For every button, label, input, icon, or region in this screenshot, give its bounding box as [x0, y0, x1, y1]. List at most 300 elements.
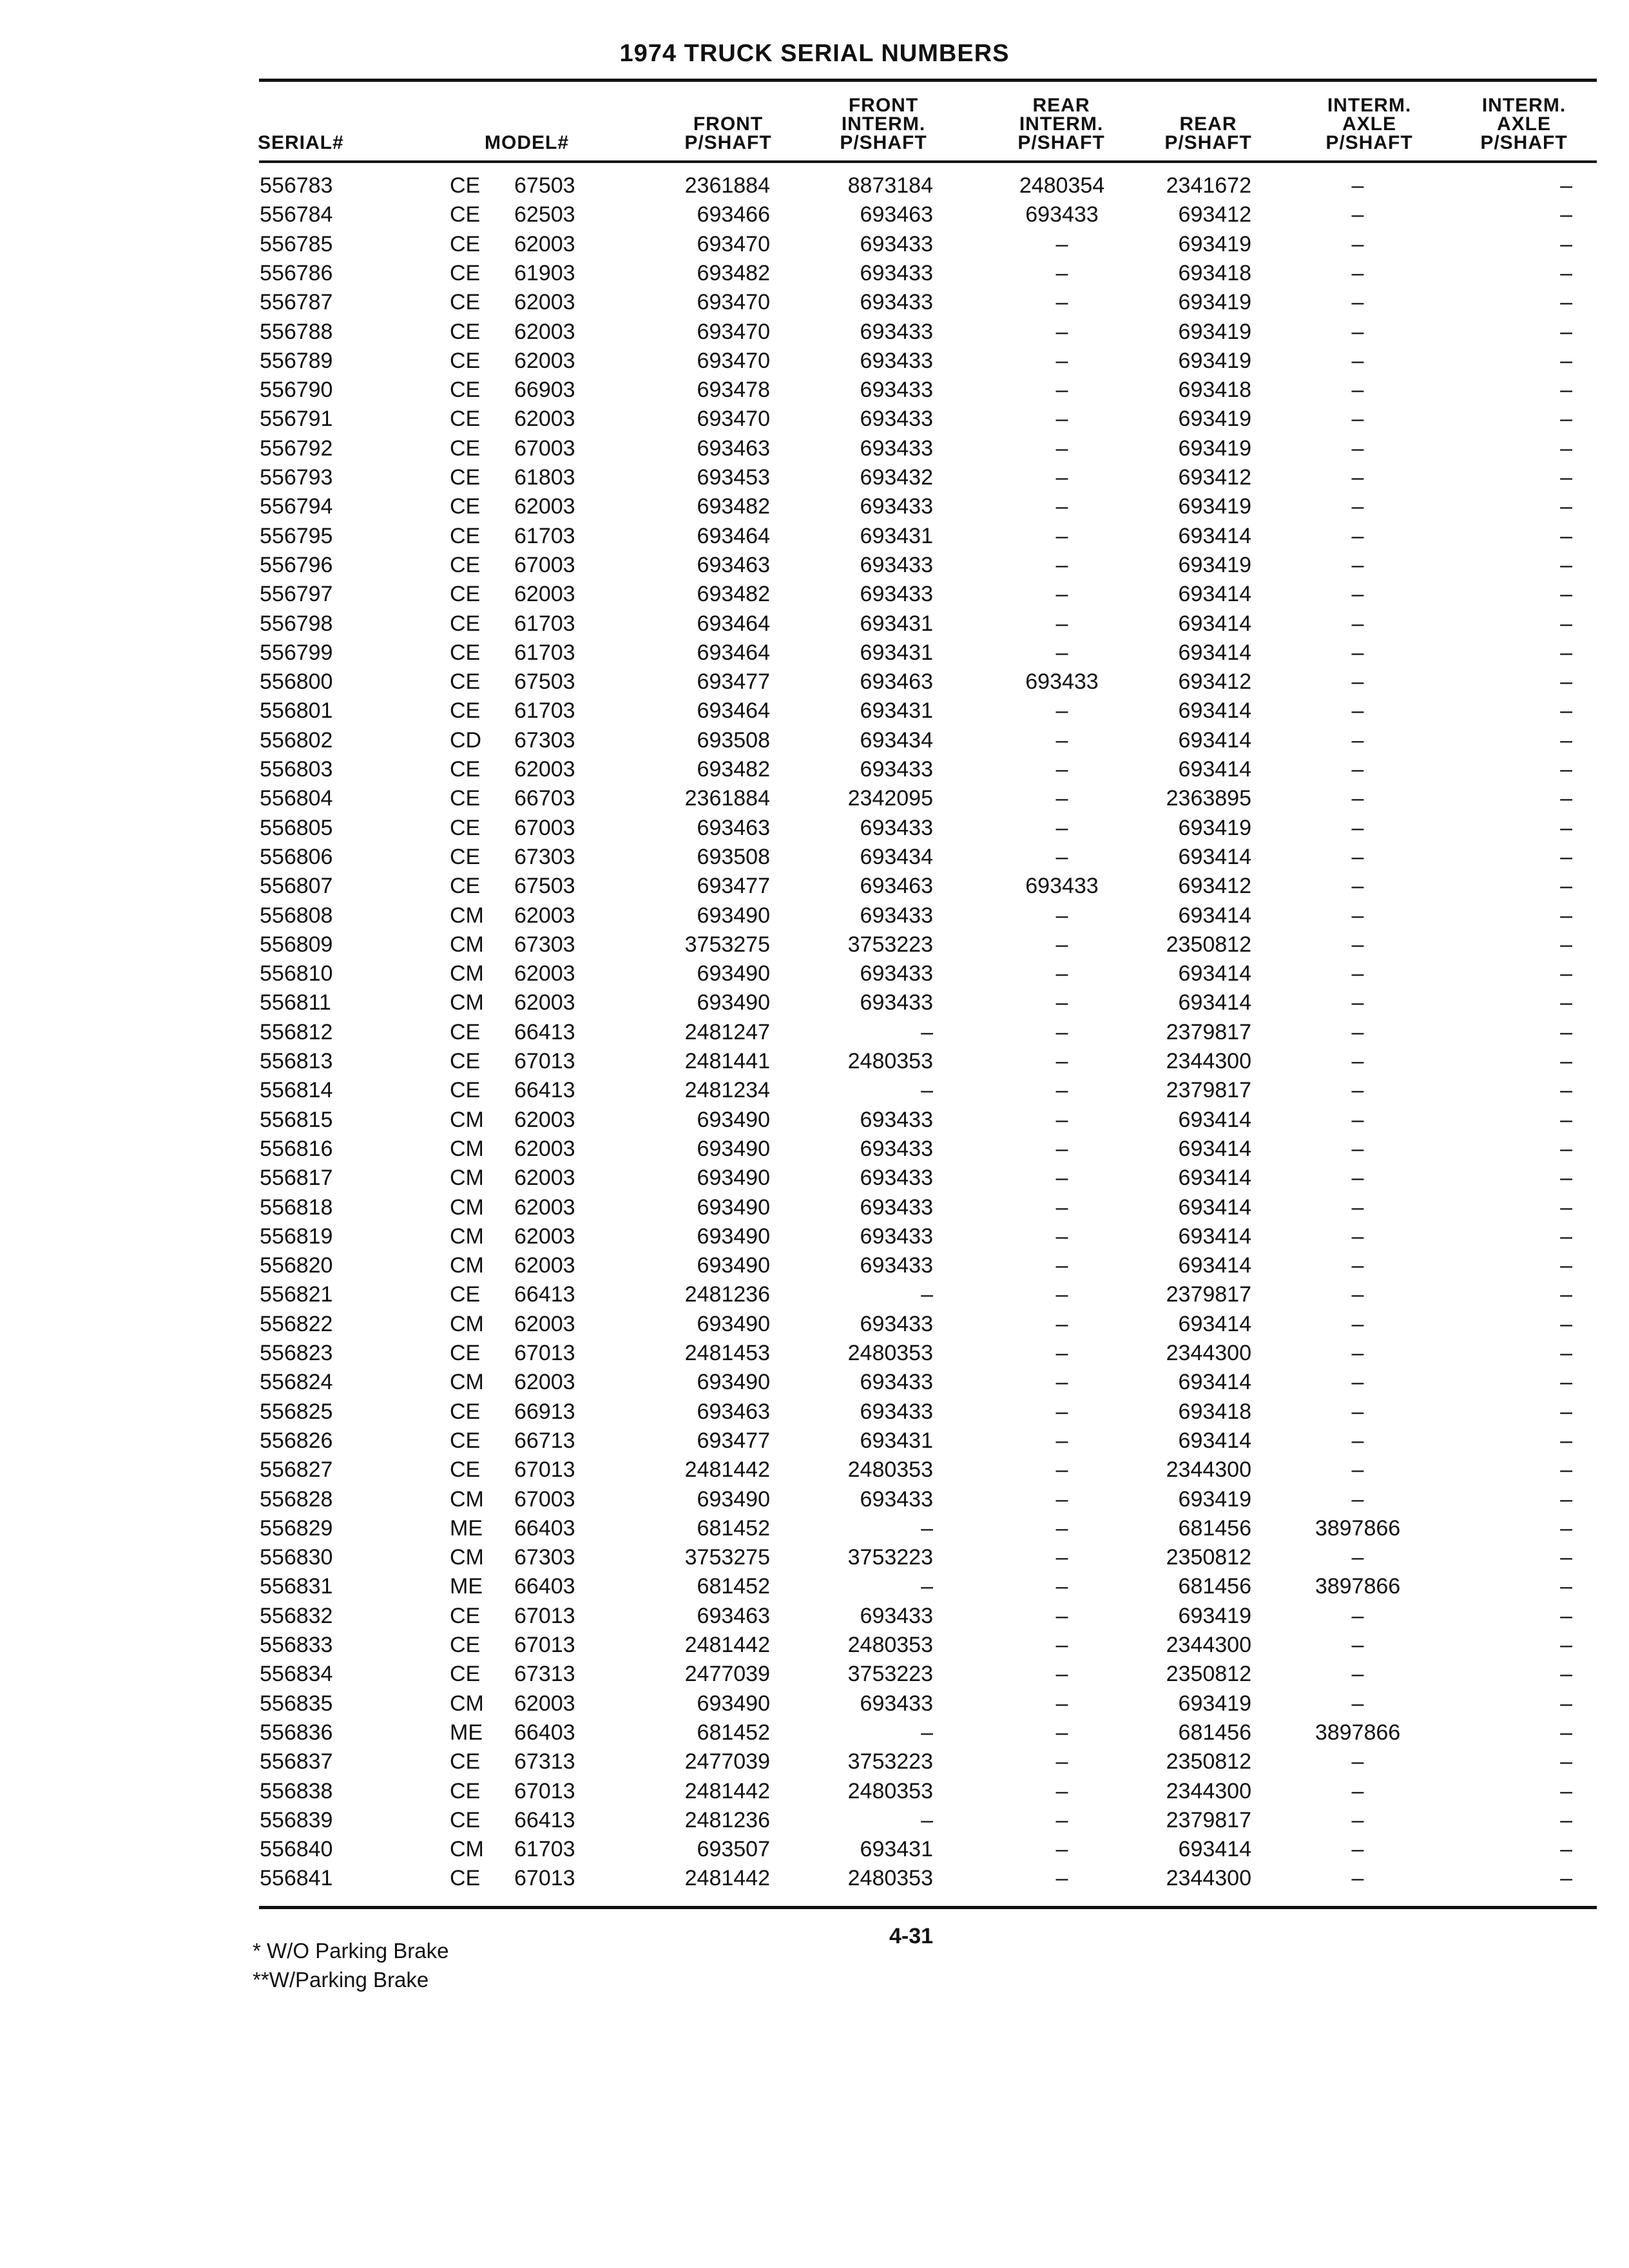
serial-cell: 556817: [260, 1166, 333, 1191]
rear-interm-pshaft-cell: –: [1055, 1720, 1068, 1745]
rear-interm-pshaft-cell: –: [1055, 1837, 1068, 1862]
rear-pshaft-cell: 693414: [1178, 698, 1251, 724]
page-title: 1974 TRUCK SERIAL NUMBERS: [619, 40, 1010, 67]
table-row: [0, 1076, 1629, 1105]
rear-pshaft-cell: 693414: [1178, 1428, 1251, 1453]
table-row: [0, 1368, 1629, 1397]
model-prefix-cell: CE: [450, 669, 481, 695]
interm-axle-pshaft-1-cell: –: [1351, 1078, 1364, 1103]
interm-axle-pshaft-1-cell: –: [1351, 231, 1364, 256]
model-number-cell: 67303: [514, 844, 575, 869]
interm-axle-pshaft-1-cell: –: [1351, 874, 1364, 899]
table-row: [0, 726, 1629, 755]
interm-axle-pshaft-1-cell: –: [1351, 727, 1364, 753]
front-interm-pshaft-cell: 2480353: [847, 1341, 933, 1365]
rear-pshaft-cell: 693419: [1178, 231, 1251, 256]
model-number-cell: 66913: [514, 1399, 575, 1424]
interm-axle-pshaft-1-cell: 3897866: [1315, 1515, 1401, 1541]
rear-pshaft-cell: 2350812: [1166, 1545, 1251, 1570]
rear-interm-pshaft-cell: –: [1055, 1224, 1068, 1249]
table-row: [0, 1280, 1629, 1309]
front-pshaft-cell: 693470: [697, 348, 770, 373]
interm-axle-pshaft-1-cell: –: [1351, 1049, 1364, 1073]
model-number-cell: 62003: [514, 290, 575, 315]
interm-axle-pshaft-1-cell: –: [1351, 407, 1364, 432]
rear-pshaft-cell: 693414: [1178, 582, 1251, 607]
interm-axle-pshaft-1-cell: –: [1351, 1341, 1364, 1365]
interm-axle-pshaft-2-cell: –: [1560, 1224, 1572, 1249]
front-pshaft-cell: 2481442: [684, 1457, 770, 1483]
table-row: [0, 1047, 1629, 1076]
rear-interm-pshaft-cell: –: [1055, 1399, 1068, 1424]
interm-axle-pshaft-2-cell: –: [1560, 202, 1572, 227]
serial-cell: 556801: [260, 698, 333, 724]
rear-interm-pshaft-cell: 2480354: [1019, 173, 1105, 198]
rear-pshaft-cell: 693414: [1178, 903, 1251, 928]
footnotes: [253, 1936, 448, 1994]
model-prefix-cell: CM: [450, 1166, 484, 1191]
model-number-cell: 67013: [514, 1866, 575, 1891]
rear-pshaft-cell: 693419: [1178, 407, 1251, 432]
interm-axle-pshaft-2-cell: –: [1560, 1019, 1572, 1044]
front-interm-pshaft-cell: –: [921, 1720, 933, 1745]
interm-axle-pshaft-2-cell: –: [1560, 903, 1572, 928]
header-rear-interm-pshaft: REAR INTERM. P/SHAFT: [1017, 95, 1105, 153]
interm-axle-pshaft-2-cell: –: [1560, 990, 1572, 1015]
model-prefix-cell: CM: [450, 1370, 484, 1395]
table-row: [0, 814, 1629, 843]
interm-axle-pshaft-2-cell: –: [1560, 1282, 1572, 1307]
model-number-cell: 62003: [514, 1253, 575, 1278]
table-row: [0, 318, 1629, 347]
rear-interm-pshaft-cell: –: [1055, 1107, 1068, 1132]
model-number-cell: 67013: [514, 1457, 575, 1483]
rear-pshaft-cell: 693419: [1178, 815, 1251, 840]
interm-axle-pshaft-2-cell: –: [1560, 1807, 1572, 1832]
rear-interm-pshaft-cell: –: [1055, 319, 1068, 344]
table-row: [0, 668, 1629, 697]
rear-interm-pshaft-cell: –: [1055, 1807, 1068, 1832]
rear-pshaft-cell: 2344300: [1166, 1341, 1251, 1365]
model-number-cell: 62003: [514, 757, 575, 782]
front-pshaft-cell: 681452: [697, 1720, 770, 1745]
table-row: [0, 405, 1629, 434]
front-pshaft-cell: 2481236: [684, 1807, 770, 1832]
rear-interm-pshaft-cell: –: [1055, 290, 1068, 315]
serial-cell: 556813: [260, 1049, 333, 1073]
table-row: [0, 1835, 1629, 1864]
rear-interm-pshaft-cell: –: [1055, 378, 1068, 403]
front-interm-pshaft-cell: 693433: [860, 1107, 933, 1132]
model-prefix-cell: CE: [450, 815, 481, 840]
serial-cell: 556832: [260, 1603, 333, 1628]
rear-pshaft-cell: 2379817: [1166, 1282, 1251, 1307]
rear-pshaft-cell: 693414: [1178, 1224, 1251, 1249]
front-interm-pshaft-cell: 2480353: [847, 1049, 933, 1073]
serial-cell: 556814: [260, 1078, 333, 1103]
rear-pshaft-cell: 693412: [1178, 874, 1251, 899]
rear-interm-pshaft-cell: –: [1055, 465, 1068, 490]
interm-axle-pshaft-2-cell: –: [1560, 757, 1572, 782]
model-prefix-cell: CM: [450, 961, 484, 986]
front-pshaft-cell: 693490: [697, 1311, 770, 1336]
model-prefix-cell: CM: [450, 1311, 484, 1336]
model-prefix-cell: CE: [450, 378, 481, 403]
model-prefix-cell: CM: [450, 1224, 484, 1249]
model-number-cell: 62003: [514, 1224, 575, 1249]
model-prefix-cell: CE: [450, 494, 481, 519]
front-pshaft-cell: 693482: [697, 494, 770, 519]
model-prefix-cell: CM: [450, 1253, 484, 1278]
model-number-cell: 62503: [514, 202, 575, 227]
interm-axle-pshaft-2-cell: –: [1560, 1574, 1572, 1599]
model-prefix-cell: CE: [450, 844, 481, 869]
serial-cell: 556835: [260, 1691, 333, 1716]
front-interm-pshaft-cell: 3753223: [847, 932, 933, 957]
interm-axle-pshaft-2-cell: –: [1560, 815, 1572, 840]
table-row: [0, 288, 1629, 317]
front-interm-pshaft-cell: 3753223: [847, 1545, 933, 1570]
footnote-with-parking-brake: **W/Parking Brake: [253, 1968, 429, 1992]
interm-axle-pshaft-1-cell: –: [1351, 1166, 1364, 1191]
serial-cell: 556786: [260, 260, 333, 285]
table-row: [0, 901, 1629, 930]
model-prefix-cell: CE: [450, 231, 481, 256]
rear-pshaft-cell: 693414: [1178, 640, 1251, 665]
table-row: [0, 376, 1629, 405]
model-number-cell: 67303: [514, 1545, 575, 1570]
model-prefix-cell: CE: [450, 1807, 481, 1832]
rear-pshaft-cell: 693414: [1178, 1107, 1251, 1132]
serial-cell: 556794: [260, 494, 333, 519]
interm-axle-pshaft-1-cell: –: [1351, 1311, 1364, 1336]
rear-interm-pshaft-cell: –: [1055, 231, 1068, 256]
front-pshaft-cell: 693508: [697, 844, 770, 869]
interm-axle-pshaft-2-cell: –: [1560, 523, 1572, 548]
table-row: [0, 1864, 1629, 1893]
rear-pshaft-cell: 2344300: [1166, 1633, 1251, 1657]
model-number-cell: 67013: [514, 1341, 575, 1365]
interm-axle-pshaft-2-cell: –: [1560, 552, 1572, 577]
interm-axle-pshaft-1-cell: –: [1351, 1749, 1364, 1774]
interm-axle-pshaft-1-cell: –: [1351, 582, 1364, 607]
rear-interm-pshaft-cell: –: [1055, 494, 1068, 519]
model-number-cell: 67503: [514, 669, 575, 695]
serial-cell: 556783: [260, 173, 333, 198]
front-pshaft-cell: 693490: [697, 1486, 770, 1512]
interm-axle-pshaft-2-cell: –: [1560, 1049, 1572, 1073]
interm-axle-pshaft-2-cell: –: [1560, 1778, 1572, 1803]
model-number-cell: 67303: [514, 727, 575, 753]
interm-axle-pshaft-2-cell: –: [1560, 1136, 1572, 1161]
serial-cell: 556807: [260, 874, 333, 899]
rear-interm-pshaft-cell: –: [1055, 1545, 1068, 1570]
model-prefix-cell: CE: [450, 582, 481, 607]
model-prefix-cell: CM: [450, 1195, 484, 1220]
interm-axle-pshaft-2-cell: –: [1560, 640, 1572, 665]
rear-pshaft-cell: 693414: [1178, 611, 1251, 636]
serial-cell: 556819: [260, 1224, 333, 1249]
interm-axle-pshaft-1-cell: –: [1351, 1633, 1364, 1657]
model-number-cell: 61703: [514, 523, 575, 548]
interm-axle-pshaft-1-cell: –: [1351, 378, 1364, 403]
interm-axle-pshaft-2-cell: –: [1560, 844, 1572, 869]
table-row: [0, 200, 1629, 229]
interm-axle-pshaft-1-cell: 3897866: [1315, 1720, 1401, 1745]
model-number-cell: 66413: [514, 1019, 575, 1044]
rear-interm-pshaft-cell: –: [1055, 1749, 1068, 1774]
interm-axle-pshaft-2-cell: –: [1560, 1457, 1572, 1483]
table-row: [0, 1310, 1629, 1339]
front-pshaft-cell: 693477: [697, 1428, 770, 1453]
rear-interm-pshaft-cell: –: [1055, 1486, 1068, 1512]
front-interm-pshaft-cell: 693434: [860, 844, 933, 869]
interm-axle-pshaft-2-cell: –: [1560, 698, 1572, 724]
serial-cell: 556788: [260, 319, 333, 344]
rear-pshaft-cell: 693414: [1178, 844, 1251, 869]
table-row: [0, 1164, 1629, 1193]
model-number-cell: 67003: [514, 436, 575, 461]
rear-pshaft-cell: 681456: [1178, 1515, 1251, 1541]
table-row: [0, 522, 1629, 551]
rear-pshaft-cell: 693414: [1178, 1253, 1251, 1278]
model-prefix-cell: CE: [450, 1078, 481, 1103]
interm-axle-pshaft-2-cell: –: [1560, 290, 1572, 315]
interm-axle-pshaft-2-cell: –: [1560, 494, 1572, 519]
rear-interm-pshaft-cell: –: [1055, 990, 1068, 1015]
model-prefix-cell: CM: [450, 1691, 484, 1716]
interm-axle-pshaft-1-cell: –: [1351, 465, 1364, 490]
table-row: [0, 1251, 1629, 1280]
front-interm-pshaft-cell: 693433: [860, 1370, 933, 1395]
front-pshaft-cell: 693508: [697, 727, 770, 753]
table-row: [0, 434, 1629, 463]
interm-axle-pshaft-1-cell: –: [1351, 436, 1364, 461]
interm-axle-pshaft-1-cell: –: [1351, 815, 1364, 840]
interm-axle-pshaft-2-cell: –: [1560, 1837, 1572, 1862]
serial-cell: 556805: [260, 815, 333, 840]
model-prefix-cell: CE: [450, 407, 481, 432]
table-row: [0, 1018, 1629, 1047]
interm-axle-pshaft-1-cell: –: [1351, 1107, 1364, 1132]
model-number-cell: 66713: [514, 1428, 575, 1453]
rear-pshaft-cell: 693418: [1178, 1399, 1251, 1424]
front-interm-pshaft-cell: 693433: [860, 378, 933, 403]
serial-cell: 556820: [260, 1253, 333, 1278]
interm-axle-pshaft-1-cell: –: [1351, 640, 1364, 665]
front-pshaft-cell: 693478: [697, 378, 770, 403]
model-prefix-cell: CE: [450, 1662, 481, 1687]
front-interm-pshaft-cell: –: [921, 1574, 933, 1599]
model-prefix-cell: CE: [450, 1399, 481, 1424]
rear-interm-pshaft-cell: –: [1055, 844, 1068, 869]
model-number-cell: 66403: [514, 1515, 575, 1541]
serial-cell: 556822: [260, 1311, 333, 1336]
rear-interm-pshaft-cell: –: [1055, 1515, 1068, 1541]
front-pshaft-cell: 2481453: [684, 1341, 770, 1365]
model-number-cell: 67013: [514, 1778, 575, 1803]
table-row: [0, 1106, 1629, 1135]
table-row: [0, 1222, 1629, 1251]
header-serial: SERIAL#: [258, 132, 344, 153]
interm-axle-pshaft-2-cell: –: [1560, 1078, 1572, 1103]
model-number-cell: 66403: [514, 1574, 575, 1599]
interm-axle-pshaft-2-cell: –: [1560, 1107, 1572, 1132]
interm-axle-pshaft-1-cell: –: [1351, 290, 1364, 315]
interm-axle-pshaft-2-cell: –: [1560, 348, 1572, 373]
interm-axle-pshaft-2-cell: –: [1560, 1370, 1572, 1395]
table-row: [0, 755, 1629, 784]
model-number-cell: 62003: [514, 1370, 575, 1395]
front-interm-pshaft-cell: 693433: [860, 1311, 933, 1336]
rear-interm-pshaft-cell: –: [1055, 1691, 1068, 1716]
interm-axle-pshaft-2-cell: –: [1560, 1166, 1572, 1191]
serial-cell: 556787: [260, 290, 333, 315]
interm-axle-pshaft-2-cell: –: [1560, 1662, 1572, 1687]
interm-axle-pshaft-2-cell: –: [1560, 1399, 1572, 1424]
serial-cell: 556789: [260, 348, 333, 373]
rear-interm-pshaft-cell: –: [1055, 727, 1068, 753]
interm-axle-pshaft-2-cell: –: [1560, 260, 1572, 285]
model-number-cell: 67003: [514, 815, 575, 840]
front-pshaft-cell: 693490: [697, 1107, 770, 1132]
front-interm-pshaft-cell: 693431: [860, 1837, 933, 1862]
front-pshaft-cell: 693490: [697, 1195, 770, 1220]
interm-axle-pshaft-2-cell: –: [1560, 1311, 1572, 1336]
rear-pshaft-cell: 2379817: [1166, 1019, 1251, 1044]
interm-axle-pshaft-1-cell: –: [1351, 961, 1364, 986]
table-row: [0, 1485, 1629, 1514]
table-row: [0, 580, 1629, 609]
interm-axle-pshaft-2-cell: –: [1560, 1691, 1572, 1716]
model-prefix-cell: CE: [450, 173, 481, 198]
front-pshaft-cell: 3753275: [684, 1545, 770, 1570]
front-pshaft-cell: 693466: [697, 202, 770, 227]
model-prefix-cell: CE: [450, 1778, 481, 1803]
interm-axle-pshaft-2-cell: –: [1560, 1603, 1572, 1628]
table-row: [0, 1602, 1629, 1631]
rear-interm-pshaft-cell: –: [1055, 1428, 1068, 1453]
model-prefix-cell: CE: [450, 1282, 481, 1307]
model-prefix-cell: CE: [450, 523, 481, 548]
model-prefix-cell: CE: [450, 436, 481, 461]
interm-axle-pshaft-1-cell: –: [1351, 1603, 1364, 1628]
interm-axle-pshaft-1-cell: –: [1351, 1457, 1364, 1483]
front-interm-pshaft-cell: 693433: [860, 1691, 933, 1716]
model-number-cell: 67313: [514, 1662, 575, 1687]
header-front-pshaft: FRONT P/SHAFT: [684, 113, 772, 153]
table-row: [0, 1747, 1629, 1776]
interm-axle-pshaft-2-cell: –: [1560, 1428, 1572, 1453]
model-number-cell: 66413: [514, 1282, 575, 1307]
interm-axle-pshaft-1-cell: –: [1351, 319, 1364, 344]
interm-axle-pshaft-2-cell: –: [1560, 407, 1572, 432]
interm-axle-pshaft-2-cell: –: [1560, 1720, 1572, 1745]
table-row: [0, 259, 1629, 288]
front-interm-pshaft-cell: 693433: [860, 436, 933, 461]
front-interm-pshaft-cell: 693431: [860, 698, 933, 724]
serial-cell: 556828: [260, 1486, 333, 1512]
model-prefix-cell: CE: [450, 1341, 481, 1365]
table-row: [0, 959, 1629, 988]
table-row: [0, 1718, 1629, 1747]
model-number-cell: 61703: [514, 1837, 575, 1862]
front-pshaft-cell: 693470: [697, 407, 770, 432]
serial-cell: 556784: [260, 202, 333, 227]
model-number-cell: 62003: [514, 1166, 575, 1191]
table-row: [0, 843, 1629, 872]
model-prefix-cell: CE: [450, 1019, 481, 1044]
table-row: [0, 1572, 1629, 1601]
table-row: [0, 988, 1629, 1017]
front-pshaft-cell: 693482: [697, 260, 770, 285]
front-interm-pshaft-cell: 3753223: [847, 1749, 933, 1774]
front-interm-pshaft-cell: –: [921, 1282, 933, 1307]
model-prefix-cell: CE: [450, 1633, 481, 1657]
model-number-cell: 66703: [514, 786, 575, 811]
front-interm-pshaft-cell: 693431: [860, 611, 933, 636]
front-pshaft-cell: 2481247: [684, 1019, 770, 1044]
model-prefix-cell: CM: [450, 1136, 484, 1161]
rear-interm-pshaft-cell: –: [1055, 1662, 1068, 1687]
front-pshaft-cell: 3753275: [684, 932, 770, 957]
serial-cell: 556785: [260, 231, 333, 256]
model-number-cell: 66903: [514, 378, 575, 403]
interm-axle-pshaft-2-cell: –: [1560, 378, 1572, 403]
model-prefix-cell: ME: [450, 1574, 483, 1599]
rear-pshaft-cell: 693414: [1178, 1195, 1251, 1220]
interm-axle-pshaft-2-cell: –: [1560, 611, 1572, 636]
rear-pshaft-cell: 2350812: [1166, 1749, 1251, 1774]
interm-axle-pshaft-1-cell: –: [1351, 932, 1364, 957]
model-number-cell: 62003: [514, 961, 575, 986]
serial-cell: 556790: [260, 378, 333, 403]
serial-cell: 556829: [260, 1515, 333, 1541]
rear-pshaft-cell: 681456: [1178, 1720, 1251, 1745]
front-pshaft-cell: 693477: [697, 669, 770, 695]
rear-interm-pshaft-cell: –: [1055, 1195, 1068, 1220]
rear-interm-pshaft-cell: –: [1055, 1078, 1068, 1103]
table-row: [0, 1398, 1629, 1427]
interm-axle-pshaft-2-cell: –: [1560, 173, 1572, 198]
rear-interm-pshaft-cell: –: [1055, 523, 1068, 548]
rear-pshaft-cell: 693414: [1178, 757, 1251, 782]
front-interm-pshaft-cell: –: [921, 1078, 933, 1103]
rear-interm-pshaft-cell: –: [1055, 903, 1068, 928]
front-interm-pshaft-cell: 2480353: [847, 1633, 933, 1657]
front-interm-pshaft-cell: –: [921, 1807, 933, 1832]
front-pshaft-cell: 693507: [697, 1837, 770, 1862]
serial-cell: 556834: [260, 1662, 333, 1687]
front-pshaft-cell: 693470: [697, 319, 770, 344]
bottom-rule: [259, 1906, 1597, 1909]
table-row: [0, 171, 1629, 200]
rear-interm-pshaft-cell: –: [1055, 1633, 1068, 1657]
serial-cell: 556803: [260, 757, 333, 782]
front-pshaft-cell: 2477039: [684, 1662, 770, 1687]
model-prefix-cell: CE: [450, 1749, 481, 1774]
rear-interm-pshaft-cell: –: [1055, 1603, 1068, 1628]
table-row: [0, 492, 1629, 521]
front-interm-pshaft-cell: 693431: [860, 640, 933, 665]
interm-axle-pshaft-1-cell: –: [1351, 173, 1364, 198]
model-number-cell: 62003: [514, 319, 575, 344]
table-row: [0, 1806, 1629, 1835]
front-interm-pshaft-cell: 693433: [860, 407, 933, 432]
interm-axle-pshaft-2-cell: –: [1560, 319, 1572, 344]
model-number-cell: 67003: [514, 1486, 575, 1512]
rear-interm-pshaft-cell: 693433: [1025, 669, 1099, 695]
